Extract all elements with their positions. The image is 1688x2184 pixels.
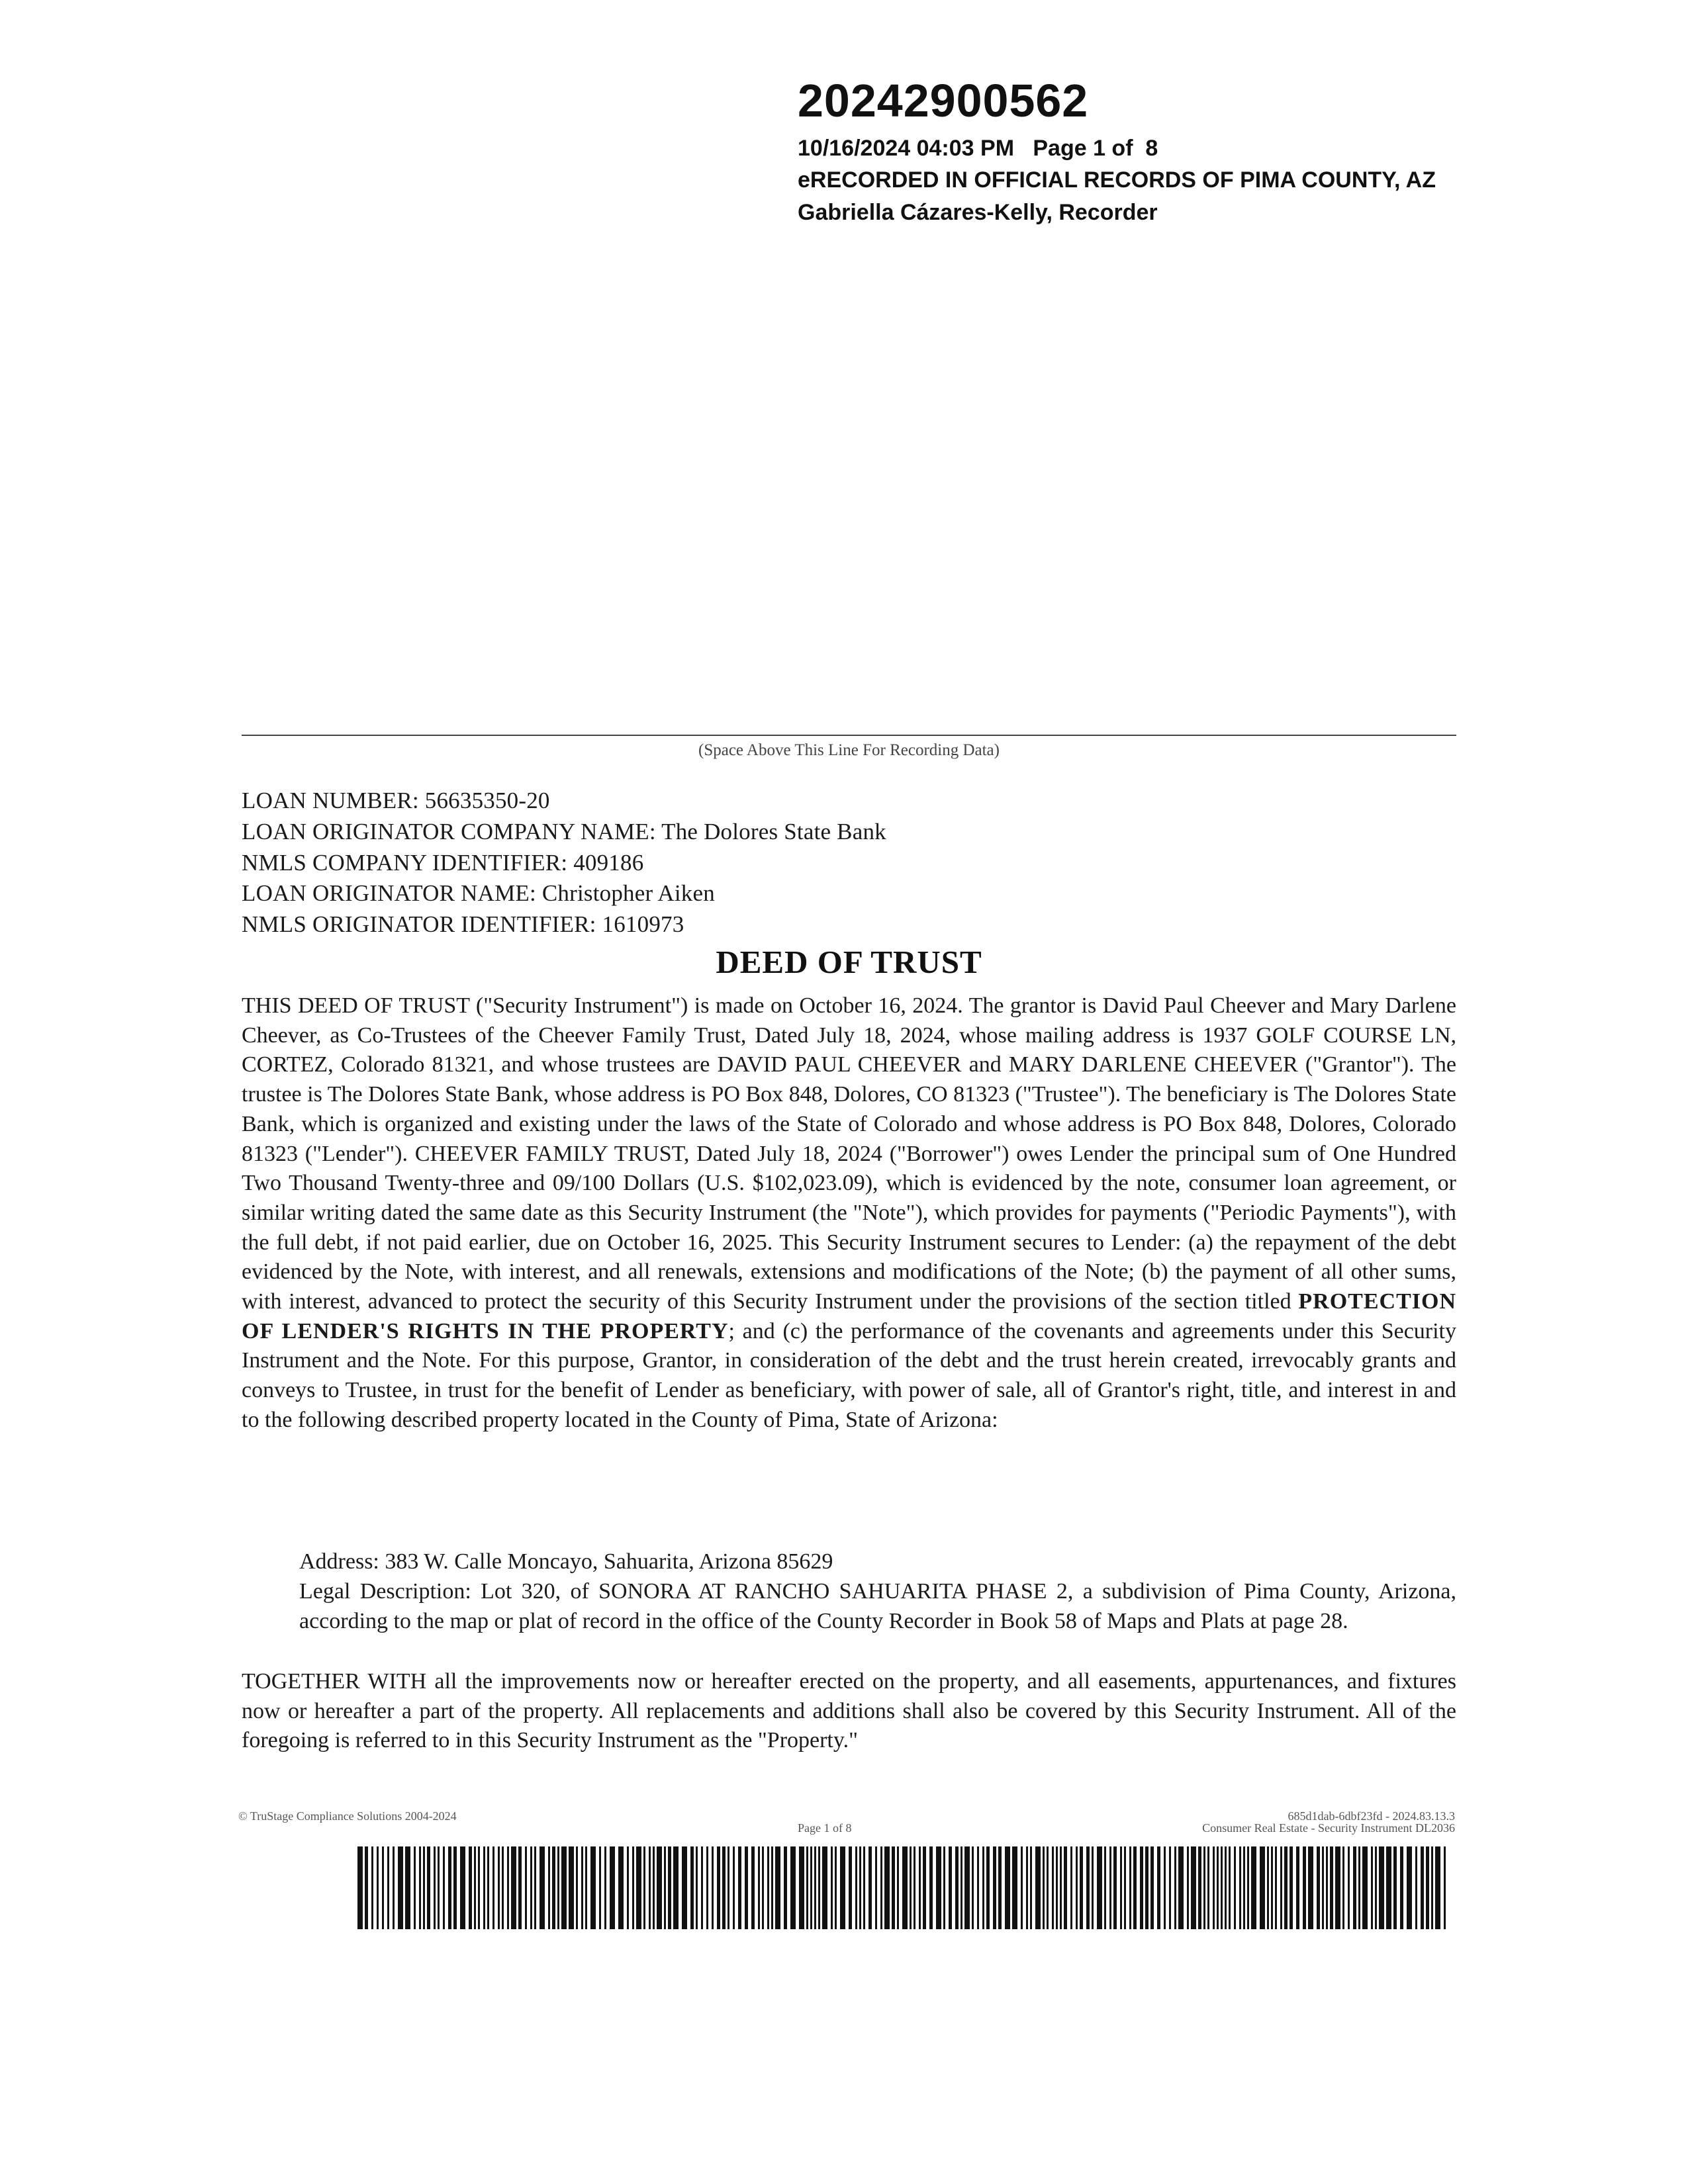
recording-datetime: 10/16/2024 04:03 PM Page 1 of 8 [798,136,1158,161]
paragraph-1-continuation: ; and (c) the performance of the covenants and agreements under this Security Instrument and the Note. For this purpose, Grantor, in consideration of the debt and the trust herein created, irrevocably grants and conveys to Trustee, in trust for the benefit of Lender as beneficiary, with power of sale, all of Grantor's right, title, and interest in and to the following described property located in the County of Pima, State of Arizona: [242,1318,1457,1432]
footer-copyright: © TruStage Compliance Solutions 2004-2024 [238,1809,457,1823]
legal-description: Legal Description: Lot 320, of SONORA AT RANCHO SAHUARITA PHASE 2, a subdivision of Pima County, Arizona, according to the map or plat of record in the office of the County Recorder in Book 58 of Maps and Plats at page 28. [299,1579,1456,1633]
section-reference: PROTECTION OF LENDER'S RIGHTS IN THE PROPERTY [242,1289,1456,1343]
footer-page-number: Page 1 of 8 [798,1821,852,1835]
nmls-originator-identifier: NMLS ORIGINATOR IDENTIFIER: 1610973 [242,911,684,937]
recorder-name: Gabriella Cázares-Kelly, Recorder [798,200,1158,225]
space-above-label: (Space Above This Line For Recording Data) [698,741,1000,759]
recording-divider [242,735,1456,736]
footer-form-name: Consumer Real Estate - Security Instrument DL2036 [1202,1821,1455,1835]
loan-originator-name: LOAN ORIGINATOR NAME: Christopher Aiken [242,880,715,906]
loan-originator-company: LOAN ORIGINATOR COMPANY NAME: The Dolores State Bank [242,819,886,844]
deed-paragraph-2: TOGETHER WITH all the improvements now or hereafter erected on the property, and all easements, appurtenances, and fixtures now or hereafter a part of the property. All replacements and additions shall also be covered by this Security Instrument. All of the foregoing is referred to in this Security Instrument as the "Property." [242,1669,1456,1753]
recording-number: 20242900562 [798,75,1089,126]
recording-office: eRECORDED IN OFFICIAL RECORDS OF PIMA COUNTY, AZ [798,167,1436,193]
footer-document-hash: 685d1dab-6dbf23fd - 2024.83.13.3 [1288,1809,1455,1823]
loan-number: LOAN NUMBER: 56635350-20 [242,788,550,813]
paragraph-1-text: THIS DEED OF TRUST ("Security Instrument") is made on October 16, 2024. The grantor is David Paul Cheever and Mary Darlene Cheever, as Co-Trustees of the Cheever Family Trust, Dated July 18, 2024, whose mailing address is 1937 GOLF COURSE LN, CORTEZ, Colorado 81321, and whose trustees are DAVID PAUL CHEEVER and MARY DARLENE CHEEVER ("Grantor"). The trustee is The Dolores State Bank, whose address is PO Box 848, Dolores, CO 81323 ("Trustee"). The beneficiary is The Dolores State Bank, which is organized and existing under the laws of the State of Colorado and whose address is PO Box 848, Dolores, Colorado 81323 ("Lender"). CHEEVER FAMILY TRUST, Dated July 18, 2024 ("Borrower") owes Lender the principal sum of One Hundred Two Thousand Twenty-three and 09/100 Dollars (U.S. $102,023.09), which is evidenced by the note, consumer loan agreement, or similar writing dated the same date as this Security Instrument (the "Note"), which provides for payments ("Periodic Payments"), with the full debt, if not paid earlier, due on October 16, 2025. This Security Instrument secures to Lender: (a) the repayment of the debt evidenced by the Note, with interest, and all renewals, extensions and modifications of the Note; (b) the payment of all other sums, with interest, advanced to protect the security of this Security Instrument under the provisions of the section titled [242,993,1456,1314]
barcode-icon [357,1846,1446,1929]
deed-paragraph-1 [242,991,1456,1435]
nmls-company-identifier: NMLS COMPANY IDENTIFIER: 409186 [242,850,644,876]
document-title: DEED OF TRUST [716,944,982,980]
property-address: Address: 383 W. Calle Moncayo, Sahuarita, Arizona 85629 [299,1549,833,1574]
